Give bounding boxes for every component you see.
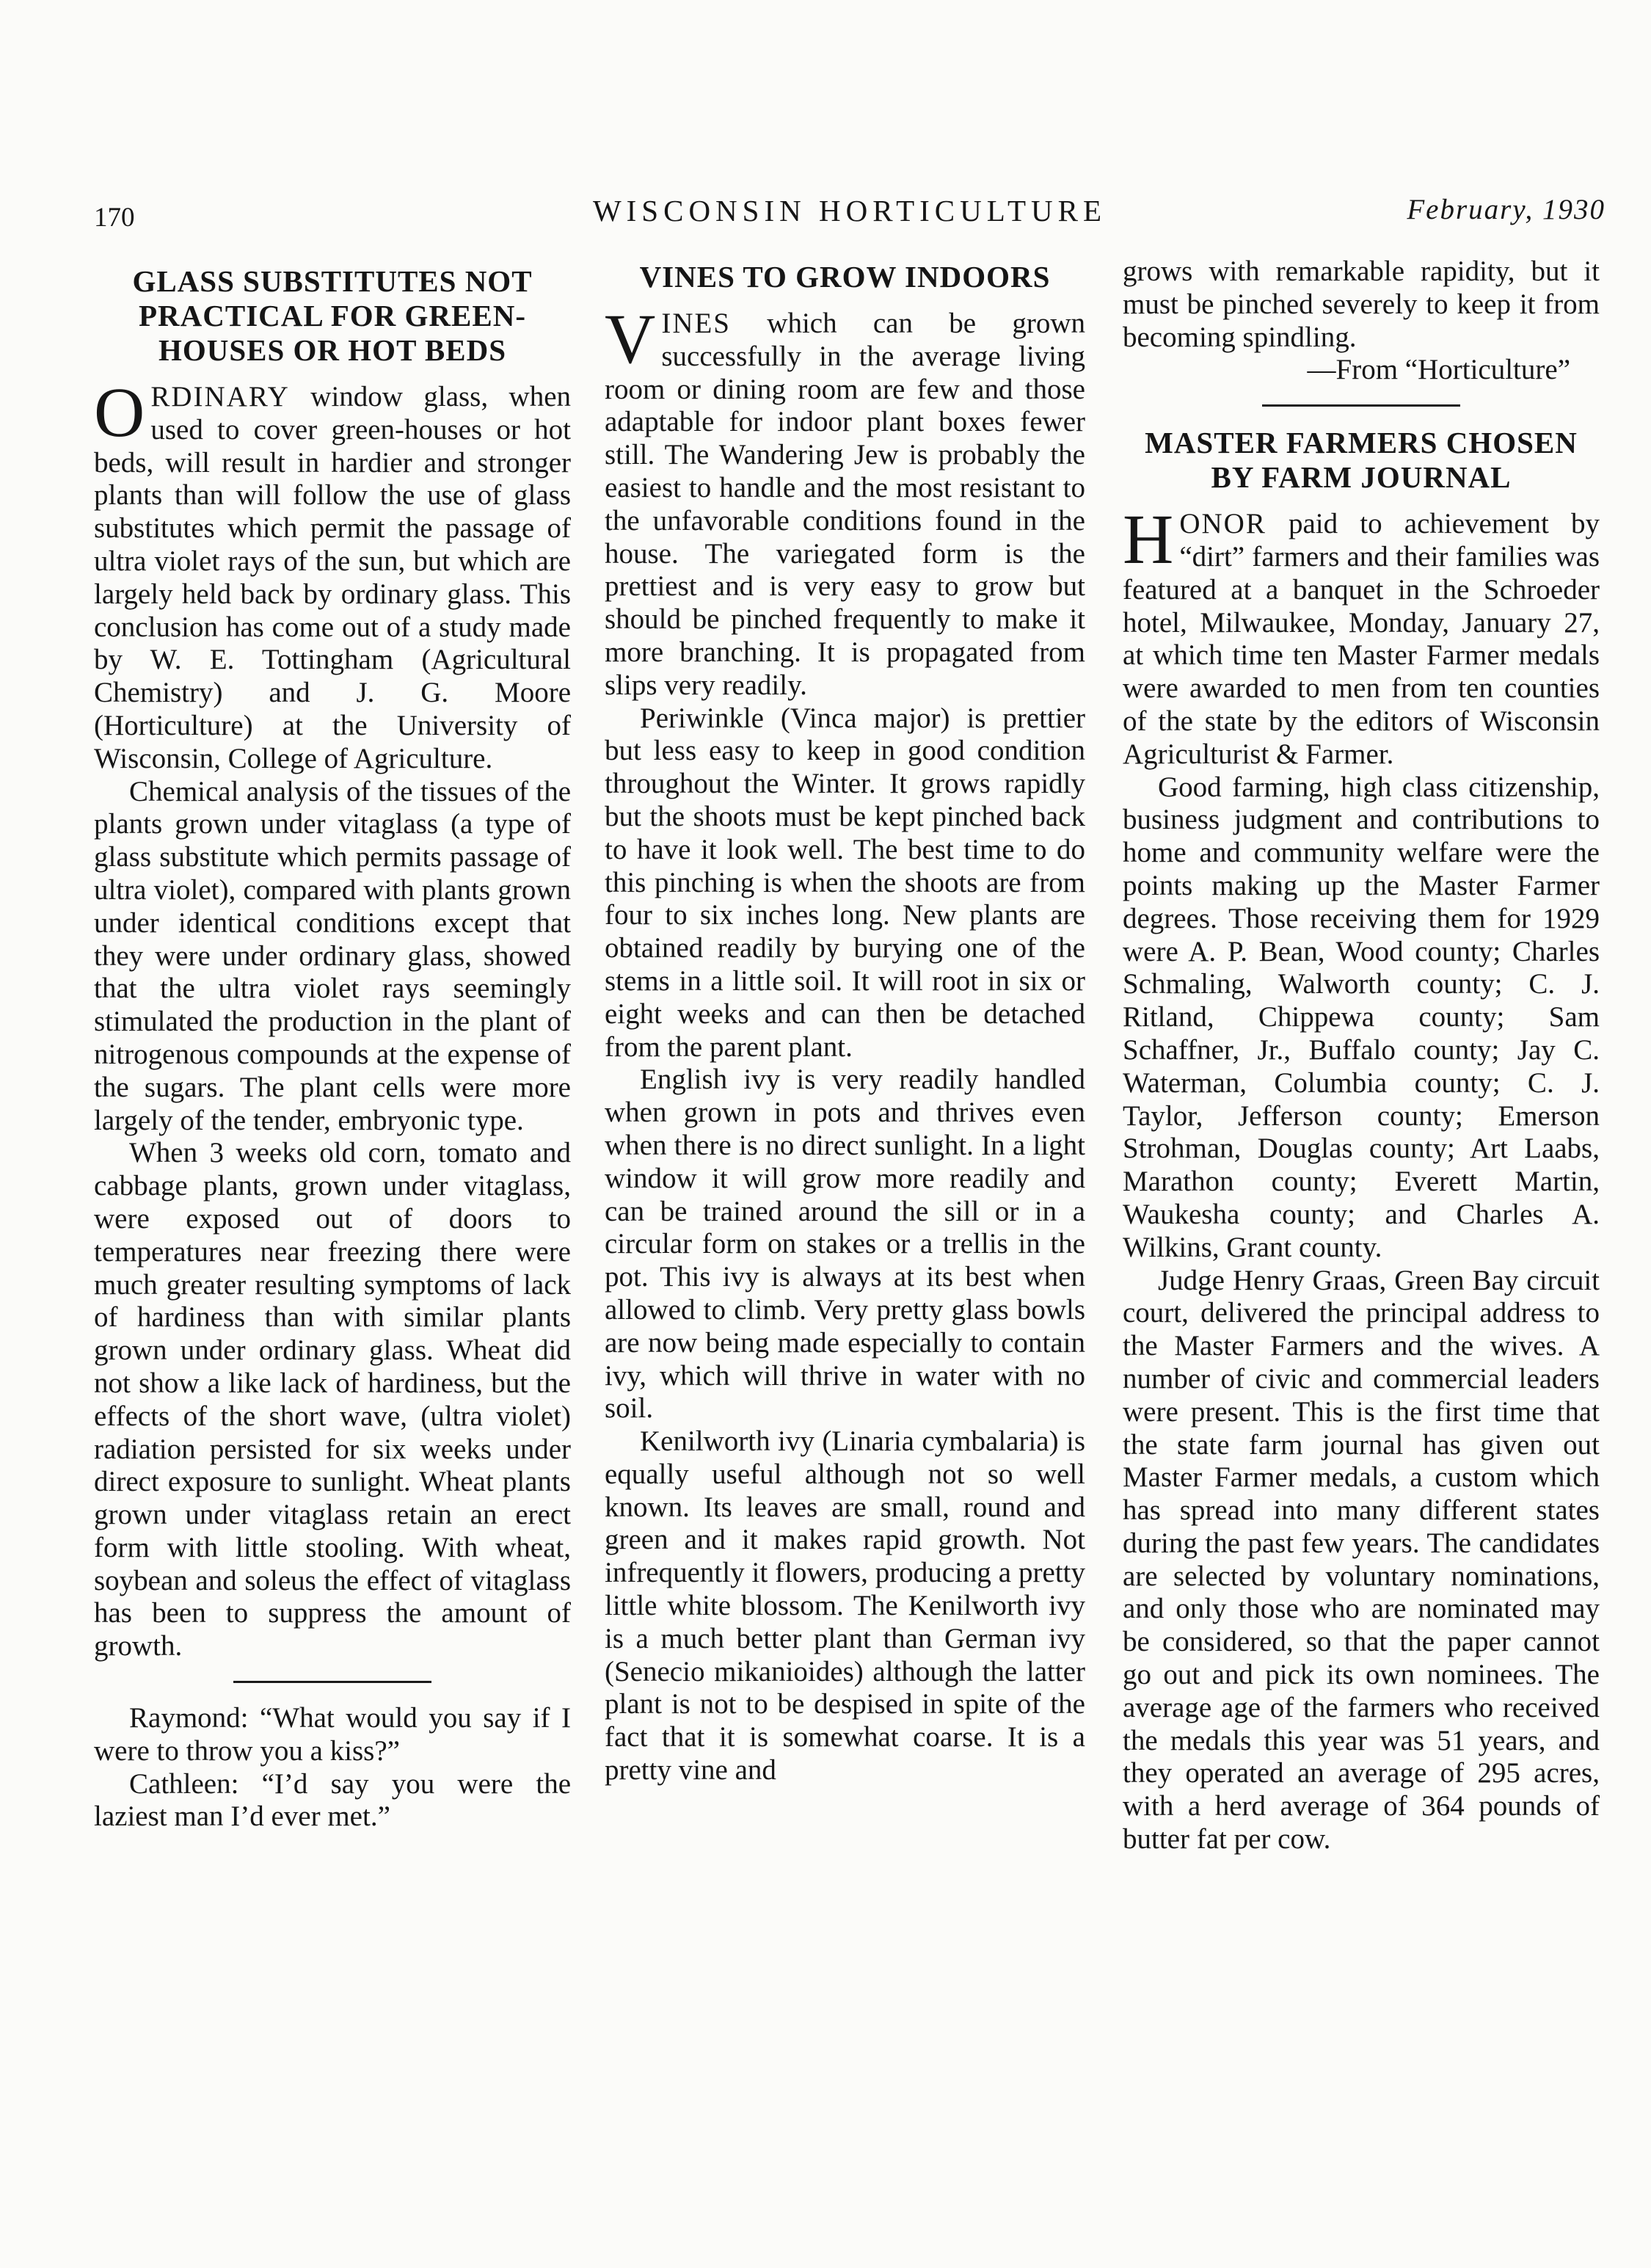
article-2-lead-word: INES — [661, 308, 731, 339]
article-1-paragraph-1 — [94, 373, 571, 776]
divider-rule — [1262, 404, 1460, 407]
article-2-source: —From “Horticulture” — [1307, 354, 1570, 386]
article-2-continuation: grows with remarkable rapidity, but it must be pinched severely to keep it from becoming spindling. — [1123, 255, 1600, 353]
article-1-headline: GLASS SUBSTITUTES NOT PRACTICAL FOR GREEN-HOUSES OR HOT BEDS — [132, 264, 533, 367]
article-3-paragraph-3: Judge Henry Graas, Green Bay circuit court, delivered the principal address to the Master Farmers and the wives. A number of civic and commercial leaders were present. This is the first time that the state farm journal has given out Master Farmer medals, a custom which has spread into many different states during the past few years. The candidates are selected by voluntary nominations, and only those who are nominated may be considered, so that the paper cannot go out and pick its own nominees. The average age of the farmers who received the medals this year was 51 years, and they operated an average of 295 acres, with a herd average of 364 pounds of butter fat per cow. — [1123, 1264, 1600, 1856]
article-2-paragraph-2: Periwinkle (Vinca major) is prettier but less easy to keep in good condition throughout the Winter. It grows rapidly but the shoots must be kept pinched back to have it look well. The best time to do this pinching is when the shoots are from four to six inches long. New plants are obtained readily by burying one of the stems in a little soil. It will root in six or eight weeks and can then be detached from the parent plant. — [605, 702, 1085, 1063]
joke-line-2: Cathleen: “I’d say you were the laziest man I’d ever met.” — [94, 1767, 571, 1833]
article-1-paragraph-1-text: window glass, when used to cover green-houses or hot beds, will result in hardier and stronger plants than will follow the use of glass substitutes which permit the passage of ultra violet rays of the sun, but which are largely held back by ordinary glass. This conclusion has come out of a study made by W. E. Tottingham (Agricultural Chemistry) and J. G. Moore (Horticulture) at the University of Wisconsin, College of Agriculture. — [94, 381, 571, 774]
article-3-headline: MASTER FARMERS CHOSEN BY FARM JOURNAL — [1145, 426, 1578, 495]
article-3-paragraph-2: Good farming, high class citizenship, business judgment and contributions to home and community welfare were the points making up the Master Farmer degrees. Those receiving them for 1929 were A. P. Bean, Wood county; Charles Schmaling, Walworth county; C. J. Ritland, Chippewa county; Sam Schaffner, Jr., Buffalo county; Jay C. Waterman, Columbia county; C. J. Taylor, Jefferson county; Emerson Strohman, Douglas county; Art Laabs, Marathon county; Everett Martin, Waukesha county; and Charles A. Wilkins, Grant county. — [1123, 771, 1600, 1263]
article-2-paragraph-4: Kenilworth ivy (Linaria cymbalaria) is equally useful although not so well known. Its leaves are small, round and green and it makes rapid growth. Not infrequently it flowers, producing a pretty little white blossom. The Kenilworth ivy is a much better plant than German ivy (Senecio mikanioides) although the latter plant is not to be despised in spite of the fact that it is somewhat coarse. It is a pretty vine and — [605, 1425, 1085, 1787]
article-2-headline: VINES TO GROW INDOORS — [639, 260, 1051, 294]
column-2 — [605, 255, 1085, 1787]
article-1-paragraph-2: Chemical analysis of the tissues of the plants grown under vitaglass (a type of glass substitute which permits passage of ultra violet), compared with plants grown under identical conditions except that they were under ordinary glass, showed that the ultra violet rays seemingly stimulated the production in the plant of nitrogenous compounds at the expense of the sugars. The plant cells were more largely of the tender, embryonic type. — [94, 775, 571, 1136]
issue-date: February, 1930 — [1407, 194, 1606, 225]
article-2-dropcap: V — [605, 299, 656, 378]
article-2-paragraph-1-text: which can be grown successfully in the average living room or dining room are few and those adaptable for indoor plant boxes fewer still. The Wandering Jew is probably the easiest to handle and the most resistant to the unfavorable conditions found in the house. The variegated form is the prettiest and is very easy to grow but should be pinched frequently to make it more branching. It is propagated from slips very readily. — [605, 308, 1085, 701]
column-3 — [1123, 255, 1600, 1856]
divider-rule — [233, 1681, 431, 1683]
article-1-lead-word: RDINARY — [150, 381, 290, 412]
joke-line-1: Raymond: “What would you say if I were to throw you a kiss?” — [94, 1702, 571, 1767]
publication-title: WISCONSIN HORTICULTURE — [592, 194, 1107, 228]
article-3-paragraph-1 — [1123, 500, 1600, 771]
article-2-paragraph-1 — [605, 299, 1085, 702]
article-1-paragraph-3: When 3 weeks old corn, tomato and cabbage plants, grown under vitaglass, were exposed out of doors to temperatures near freezing there were much greater resulting symptoms of lack of hardiness than with similar plants grown under ordinary glass. Wheat did not show a like lack of hardiness, but the effects of the short wave, (ultra violet) radiation persisted for six weeks under direct exposure to sunlight. Wheat plants grown under vitaglass retain an erect form with little stooling. With wheat, soybean and soleus the effect of vitaglass has been to suppress the amount of growth. — [94, 1137, 571, 1662]
page-number: 170 — [94, 203, 135, 233]
article-3-lead-word: ONOR — [1179, 508, 1267, 540]
article-3-paragraph-1-text: paid to achievement by “dirt” farmers and their families was featured at a banquet in the Schroeder hotel, Milwaukee, Monday, January 27, at which time ten Master Farmer medals were awarded to men from ten counties of the state by the editors of Wisconsin Agriculturist & Farmer. — [1123, 508, 1600, 770]
column-1 — [94, 255, 571, 1833]
page-header — [94, 187, 1606, 239]
article-3-dropcap: H — [1123, 500, 1174, 579]
article-1-dropcap: O — [94, 373, 145, 451]
article-2-paragraph-3: English ivy is very readily handled when grown in pots and thrives even when there is no direct sunlight. In a light window it will grow more readily and can be trained around the sill or in a circular form on stakes or a trellis in the pot. This ivy is always at its best when allowed to climb. Very pretty glass bowls are now being made especially to contain ivy, which will thrive in water with no soil. — [605, 1064, 1085, 1425]
